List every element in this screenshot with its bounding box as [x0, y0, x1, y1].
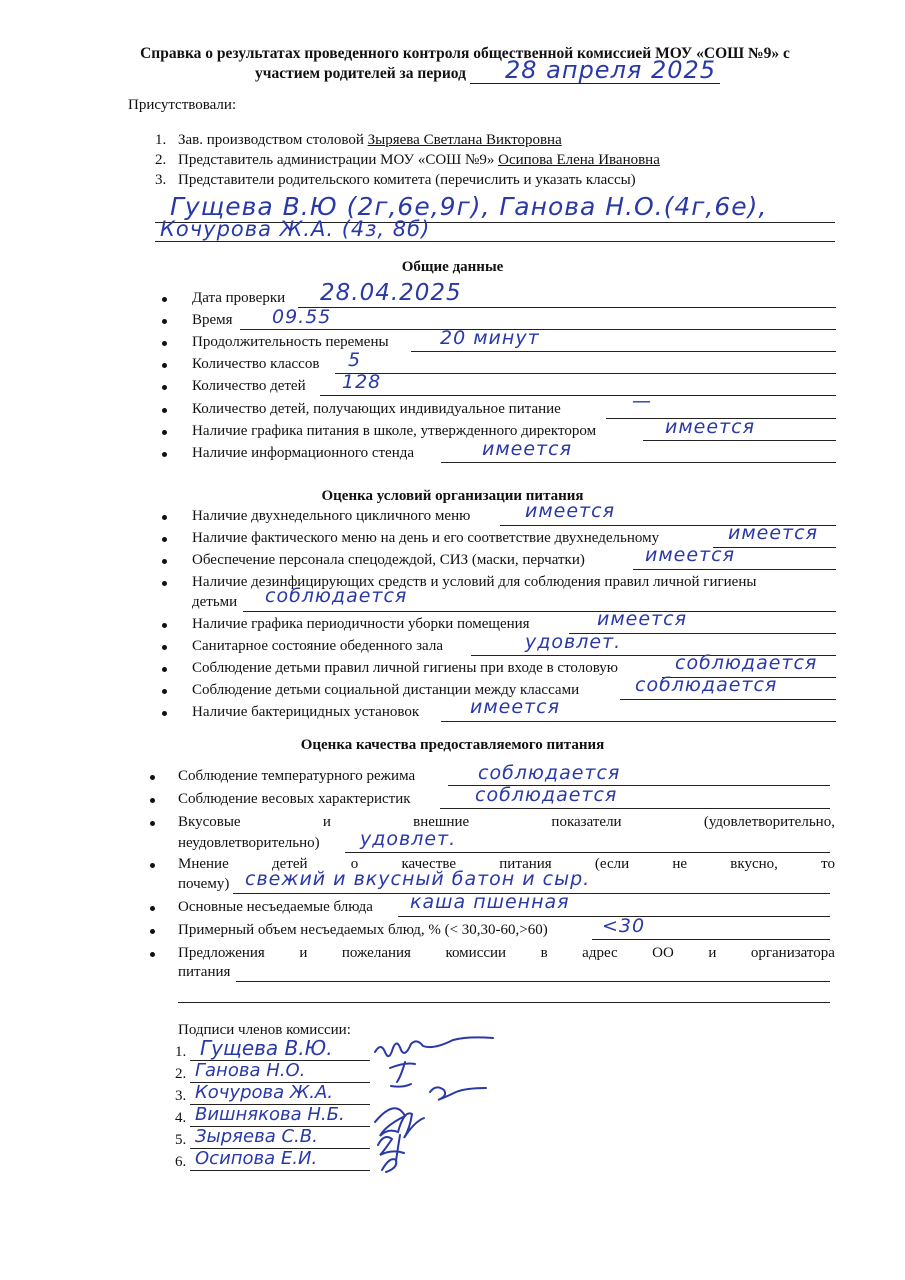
period-handwritten: 28 апреля 2025: [505, 56, 717, 84]
row-label: Основные несъедаемые блюда: [178, 899, 373, 915]
bullet: [150, 775, 155, 780]
label-word: Предложения: [178, 945, 265, 961]
row-underline: [320, 395, 836, 396]
row-underline: [345, 852, 830, 853]
sig-number: 2.: [175, 1066, 187, 1082]
row-label-cont: питания: [178, 964, 231, 980]
item-text: Представитель администрации МОУ «СОШ №9»: [178, 152, 499, 168]
sig-number: 6.: [175, 1154, 187, 1170]
sig-number: 4.: [175, 1110, 187, 1126]
present-item-3: [155, 172, 636, 189]
bullet: [162, 559, 167, 564]
label-word: вкусно,: [730, 856, 778, 872]
label-word: пожелания: [341, 945, 411, 961]
row-label: Количество детей: [192, 378, 306, 394]
item-text: Представители родительского комитета (перечислить и указать классы): [178, 172, 636, 188]
bullet: [162, 537, 167, 542]
sig-name: Зыряева С.В.: [195, 1126, 318, 1147]
row-label: Соблюдение температурного режима: [178, 768, 416, 784]
bullet: [162, 319, 167, 324]
row-underline-extra: [178, 1002, 830, 1003]
bullet: [162, 385, 167, 390]
row-label: Количество детей, получающих индивидуальное питание: [192, 401, 561, 417]
section-general-title: Общие данные: [401, 259, 504, 275]
row-underline: [335, 373, 836, 374]
label-word: питания: [499, 856, 552, 872]
row-label: Примерный объем несъедаемых блюд, % (< 30,30-60,>60): [178, 922, 548, 938]
document-title: Справка о результатах проведенного контроля общественной комиссией МОУ «СОШ №9» с: [140, 45, 790, 62]
row-value: соблюдается: [478, 762, 621, 784]
sig-name: Осипова Е.И.: [195, 1148, 318, 1169]
bullet: [162, 581, 167, 586]
bullet: [162, 515, 167, 520]
label-word: комиссии: [445, 945, 507, 961]
row-value: соблюдается: [675, 652, 818, 674]
label-word: и: [708, 945, 717, 961]
row-value: имеется: [525, 500, 616, 522]
row-label: Количество классов: [192, 356, 320, 372]
item-number: 1.: [155, 132, 167, 148]
row-label: Соблюдение детьми социальной дистанции между классами: [192, 682, 580, 698]
label-word: детей: [271, 856, 308, 872]
sig-name: Ганова Н.О.: [195, 1060, 306, 1081]
row-label-cont: неудовлетворительно): [178, 835, 320, 851]
bullet: [162, 711, 167, 716]
row-value: имеется: [482, 438, 573, 460]
bullet: [162, 623, 167, 628]
sig-number: 5.: [175, 1132, 187, 1148]
row-label-cont: детьми: [192, 594, 238, 610]
row-value: удовлет.: [525, 631, 622, 653]
row-underline: [620, 699, 836, 700]
bullet: [162, 297, 167, 302]
row-label: Обеспечение персонала спецодеждой, СИЗ (маски, перчатки): [192, 552, 585, 568]
sig-name: Кочурова Ж.А.: [195, 1082, 334, 1103]
row-label: Наличие информационного стенда: [192, 445, 415, 461]
row-value: 09.55: [272, 306, 332, 328]
row-label: [178, 814, 835, 831]
row-label: Соблюдение весовых характеристик: [178, 791, 411, 807]
row-label: Наличие двухнедельного цикличного меню: [192, 508, 471, 524]
row-value: имеется: [645, 544, 736, 566]
row-underline: [643, 440, 836, 441]
signature-scribbles: [370, 1030, 520, 1180]
row-value: 20 минут: [440, 327, 540, 349]
bullet: [162, 363, 167, 368]
row-value: 28.04.2025: [320, 280, 462, 306]
row-label: Наличие бактерицидных установок: [192, 704, 420, 720]
row-underline: [441, 462, 836, 463]
row-label: Дата проверки: [192, 290, 286, 306]
label-word: и: [299, 945, 308, 961]
label-word: (удовлетворительно,: [703, 814, 835, 830]
label-word: не: [672, 856, 688, 872]
sig-underline: [190, 1170, 370, 1171]
row-value: имеется: [665, 416, 756, 438]
label-word: Вкусовые: [178, 814, 241, 830]
sig-name: Гущева В.Ю.: [200, 1036, 333, 1060]
bullet: [162, 341, 167, 346]
row-value: имеется: [470, 696, 561, 718]
bullet: [162, 430, 167, 435]
label-word: внешние: [413, 814, 470, 830]
row-label: Наличие графика питания в школе, утвержденного директором: [192, 423, 597, 439]
bullet: [150, 863, 155, 868]
present-item-2: [155, 152, 660, 169]
item-number: 3.: [155, 172, 167, 188]
bullet: [150, 906, 155, 911]
row-underline: [592, 939, 830, 940]
label-word: о: [350, 856, 359, 872]
parents-handwritten-2: Кочурова Ж.А. (4з, 8б): [160, 217, 431, 241]
row-label: Наличие фактического меню на день и его соответствие двухнедельному: [192, 530, 660, 546]
item-name: Осипова Елена Ивановна: [498, 152, 660, 168]
row-underline: [440, 808, 830, 809]
label-word: и: [322, 814, 331, 830]
row-label: Наличие графика периодичности уборки помещения: [192, 616, 530, 632]
parents-handwritten-1: Гущева В.Ю (2г,6е,9г), Ганова Н.О.(4г,6е),: [170, 192, 768, 221]
label-word: ОО: [652, 945, 674, 961]
item-name: Зыряева Светлана Викторовна: [367, 132, 562, 148]
row-value: <30: [602, 915, 646, 937]
signatures-title: Подписи членов комиссии:: [178, 1022, 351, 1038]
section-quality-title: Оценка качества предоставляемого питания: [300, 737, 605, 753]
row-underline: [243, 611, 836, 612]
row-label-cont: почему): [178, 876, 230, 892]
row-value: имеется: [728, 522, 819, 544]
row-value: 5: [348, 349, 362, 371]
label-word: качестве: [401, 856, 457, 872]
label-word: (если: [594, 856, 630, 872]
row-value: каша пшенная: [410, 891, 570, 913]
period-label: участием родителей за период: [255, 65, 466, 82]
row-value: удовлет.: [360, 828, 457, 850]
label-word: то: [821, 856, 835, 872]
sig-number: 1.: [175, 1044, 187, 1060]
row-value: 128: [342, 371, 382, 393]
bullet: [150, 929, 155, 934]
row-label: Соблюдение детьми правил личной гигиены при входе в столовую: [192, 660, 618, 676]
present-label: Присутствовали:: [128, 97, 237, 113]
row-label: Продолжительность перемены: [192, 334, 389, 350]
row-underline: [411, 351, 836, 352]
row-label-text: Наличие дезинфицирующих средств и условий для соблюдения правил личной гигиены: [192, 574, 757, 590]
bullet: [162, 689, 167, 694]
bullet: [162, 667, 167, 672]
row-underline: [441, 721, 836, 722]
row-value: свежий и вкусный батон и сыр.: [245, 868, 591, 890]
bullet: [150, 821, 155, 826]
row-label: Время: [192, 312, 233, 328]
row-value: соблюдается: [265, 585, 408, 607]
sig-name: Вишнякова Н.Б.: [195, 1104, 345, 1125]
row-underline: [298, 307, 836, 308]
bullet: [150, 798, 155, 803]
label-word: показатели: [551, 814, 622, 830]
section-conditions-title: Оценка условий организации питания: [321, 488, 584, 504]
sig-number: 3.: [175, 1088, 187, 1104]
row-value: —: [632, 390, 652, 412]
parents-line-2: [155, 241, 835, 242]
label-word: в: [540, 945, 548, 961]
row-underline: [236, 981, 830, 982]
row-underline: [633, 569, 836, 570]
row-value: имеется: [597, 608, 688, 630]
label-word: организатора: [750, 945, 835, 961]
row-value: соблюдается: [475, 784, 618, 806]
row-label: [178, 945, 835, 962]
item-text: Зав. производством столовой: [178, 132, 368, 148]
bullet: [162, 452, 167, 457]
present-item-1: [155, 132, 562, 149]
row-label: Санитарное состояние обеденного зала: [192, 638, 443, 654]
label-word: Мнение: [178, 856, 229, 872]
bullet: [150, 952, 155, 957]
bullet: [162, 645, 167, 650]
item-number: 2.: [155, 152, 167, 168]
row-value: соблюдается: [635, 674, 778, 696]
bullet: [162, 408, 167, 413]
label-word: адрес: [582, 945, 618, 961]
